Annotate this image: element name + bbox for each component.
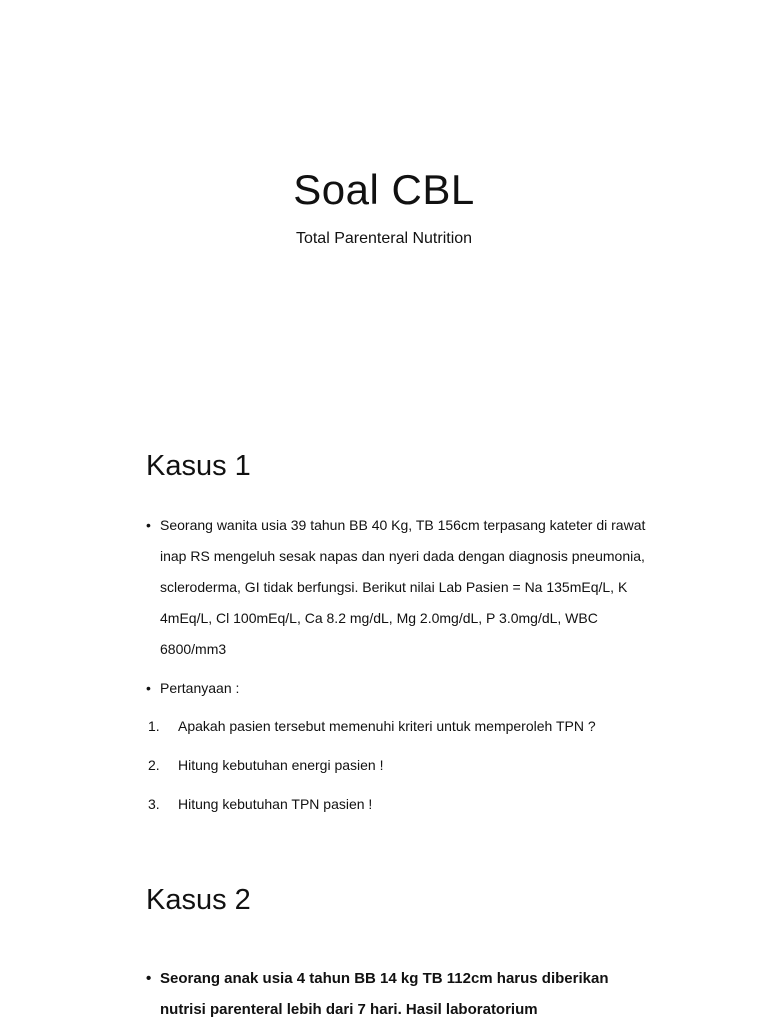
question-text: Hitung kebutuhan energi pasien ! [178,757,384,773]
question-number: 2. [148,757,160,773]
question-label-text: Pertanyaan : [160,680,240,696]
kasus-2-description [146,963,646,1024]
question-item [148,751,668,790]
kasus-1-description-text: Seorang wanita usia 39 tahun BB 40 Kg, TB 156cm terpasang kateter di rawat inap RS mengeluh sesak napas dan nyeri dada dengan diagnosis pneumonia, scleroderma, GI tidak berfungsi. Berikut nilai Lab Pasien = Na 135mEq/L, K 4mEq/L, Cl 100mEq/L, Ca 8.2 mg/dL, Mg 2.0mg/dL, P 3.0mg/dL, WBC 6800/mm3 [160,517,646,657]
kasus-1-question-list [148,712,668,829]
kasus-2-heading: Kasus 2 [146,884,251,916]
question-item [148,790,668,829]
page-title: Soal CBL [293,166,475,213]
kasus-1-heading: Kasus 1 [146,450,251,482]
question-number: 3. [148,796,160,812]
kasus-1-description [146,510,646,665]
kasus-1-question-label [146,673,646,704]
page-subtitle: Total Parenteral Nutrition [295,230,473,247]
bullet-icon: • [146,680,151,696]
bullet-icon: • [146,517,151,533]
question-number: 1. [148,718,160,734]
kasus-2-description-text: Seorang anak usia 4 tahun BB 14 kg TB 112cm harus diberikan nutrisi parenteral lebih dari 7 hari. Hasil laboratorium [160,970,609,1018]
question-text: Hitung kebutuhan TPN pasien ! [178,796,373,812]
question-text: Apakah pasien tersebut memenuhi kriteri untuk memperoleh TPN ? [178,718,596,734]
question-item [148,712,668,751]
bullet-icon: • [146,970,152,987]
